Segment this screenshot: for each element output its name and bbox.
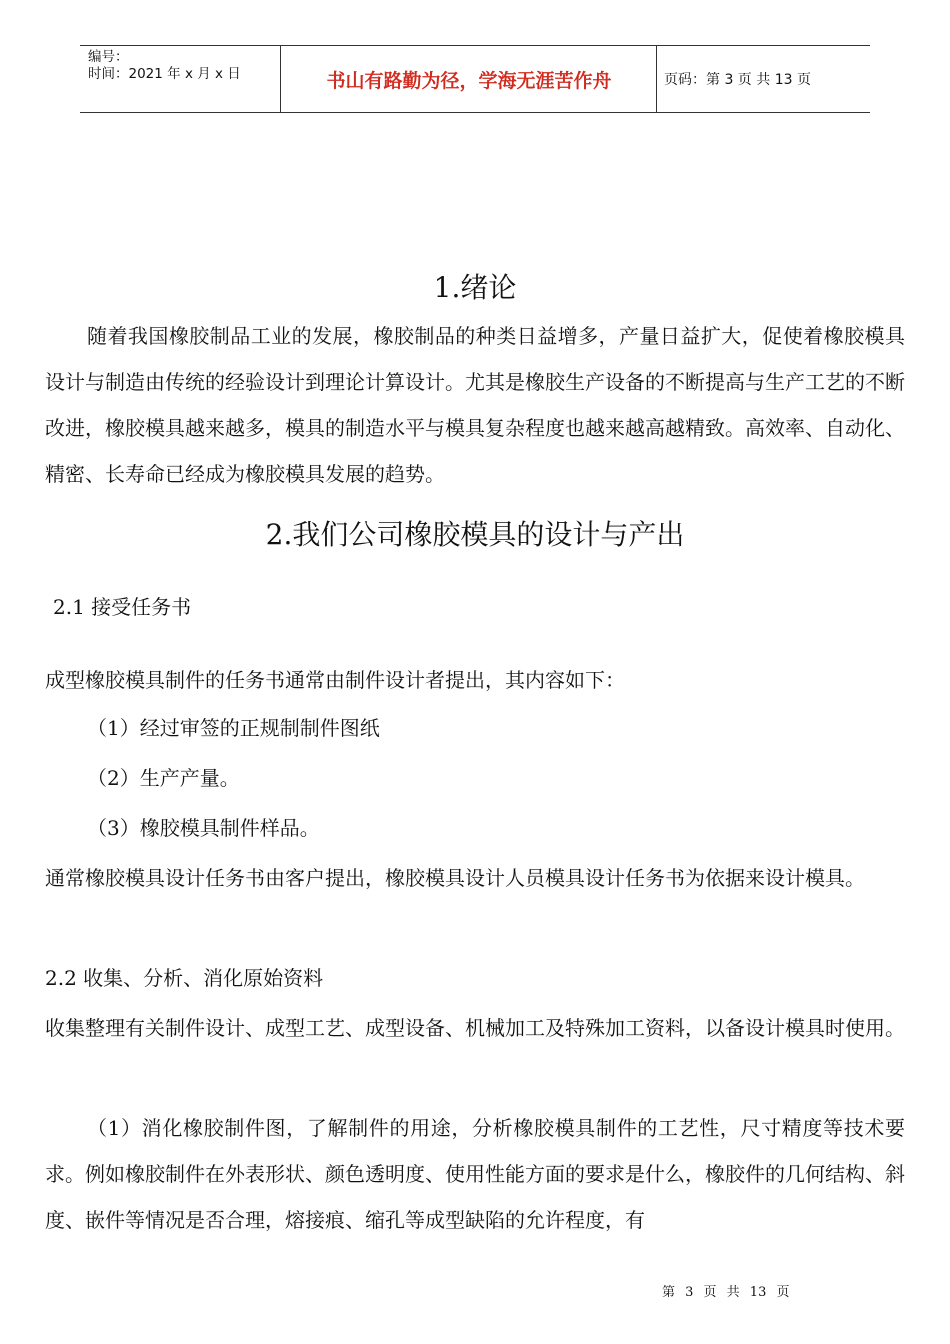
section-1-title: 1.绪论 <box>433 271 517 304</box>
header-motto: 书山有路勤为径，学海无涯苦作舟 <box>326 69 612 92</box>
header-divider <box>656 45 657 113</box>
list-item: （1）经过审签的正规制制件图纸 <box>87 716 380 740</box>
list-item: （2）生产产量。 <box>87 766 240 790</box>
section-2-1-intro: 成型橡胶模具制件的任务书通常由制件设计者提出，其内容如下： <box>45 668 625 692</box>
section-2-2-paragraph: 收集整理有关制件设计、成型工艺、成型设备、机械加工及特殊加工资料，以备设计模具时使用。 <box>45 1016 905 1040</box>
section-2-1-title: 2.1 接受任务书 <box>53 595 192 619</box>
section-2-2-title: 2.2 收集、分析、消化原始资料 <box>45 966 324 990</box>
page-header <box>80 45 870 113</box>
list-item: （3）橡胶模具制件样品。 <box>87 816 320 840</box>
section-2-2-item-paragraph: （1）消化橡胶制件图，了解制件的用途，分析橡胶模具制件的工艺性，尺寸精度等技术要求。例如橡胶制件在外表形状、颜色透明度、使用性能方面的要求是什么，橡胶件的几何结构、斜度、嵌件等情况是否合理，熔接痕、缩孔等成型缺陷的允许程度，有 <box>45 1116 905 1232</box>
time-label: 时间：2021 年 x 月 x 日 <box>88 66 241 82</box>
section-2-1-paragraph: 通常橡胶模具设计任务书由客户提出，橡胶模具设计人员模具设计任务书为依据来设计模具。 <box>45 866 865 890</box>
page-footer: 第 3 页 共 13 页 <box>662 1285 790 1300</box>
section-1-paragraph: 随着我国橡胶制品工业的发展，橡胶制品的种类日益增多，产量日益扩大，促使着橡胶模具设计与制造由传统的经验设计到理论计算设计。尤其是橡胶生产设备的不断提高与生产工艺的不断改进，橡胶模具越来越多，模具的制造水平与模具复杂程度也越来越高越精致。高效率、自动化、精密、长寿命已经成为橡胶模具发展的趋势。 <box>45 324 905 486</box>
header-meta <box>88 49 278 83</box>
header-page-info: 页码：第 3 页 共 13 页 <box>664 72 811 88</box>
number-label: 编号： <box>88 49 129 65</box>
section-2-title: 2.我们公司橡胶模具的设计与产出 <box>265 518 685 551</box>
header-divider <box>280 45 281 113</box>
